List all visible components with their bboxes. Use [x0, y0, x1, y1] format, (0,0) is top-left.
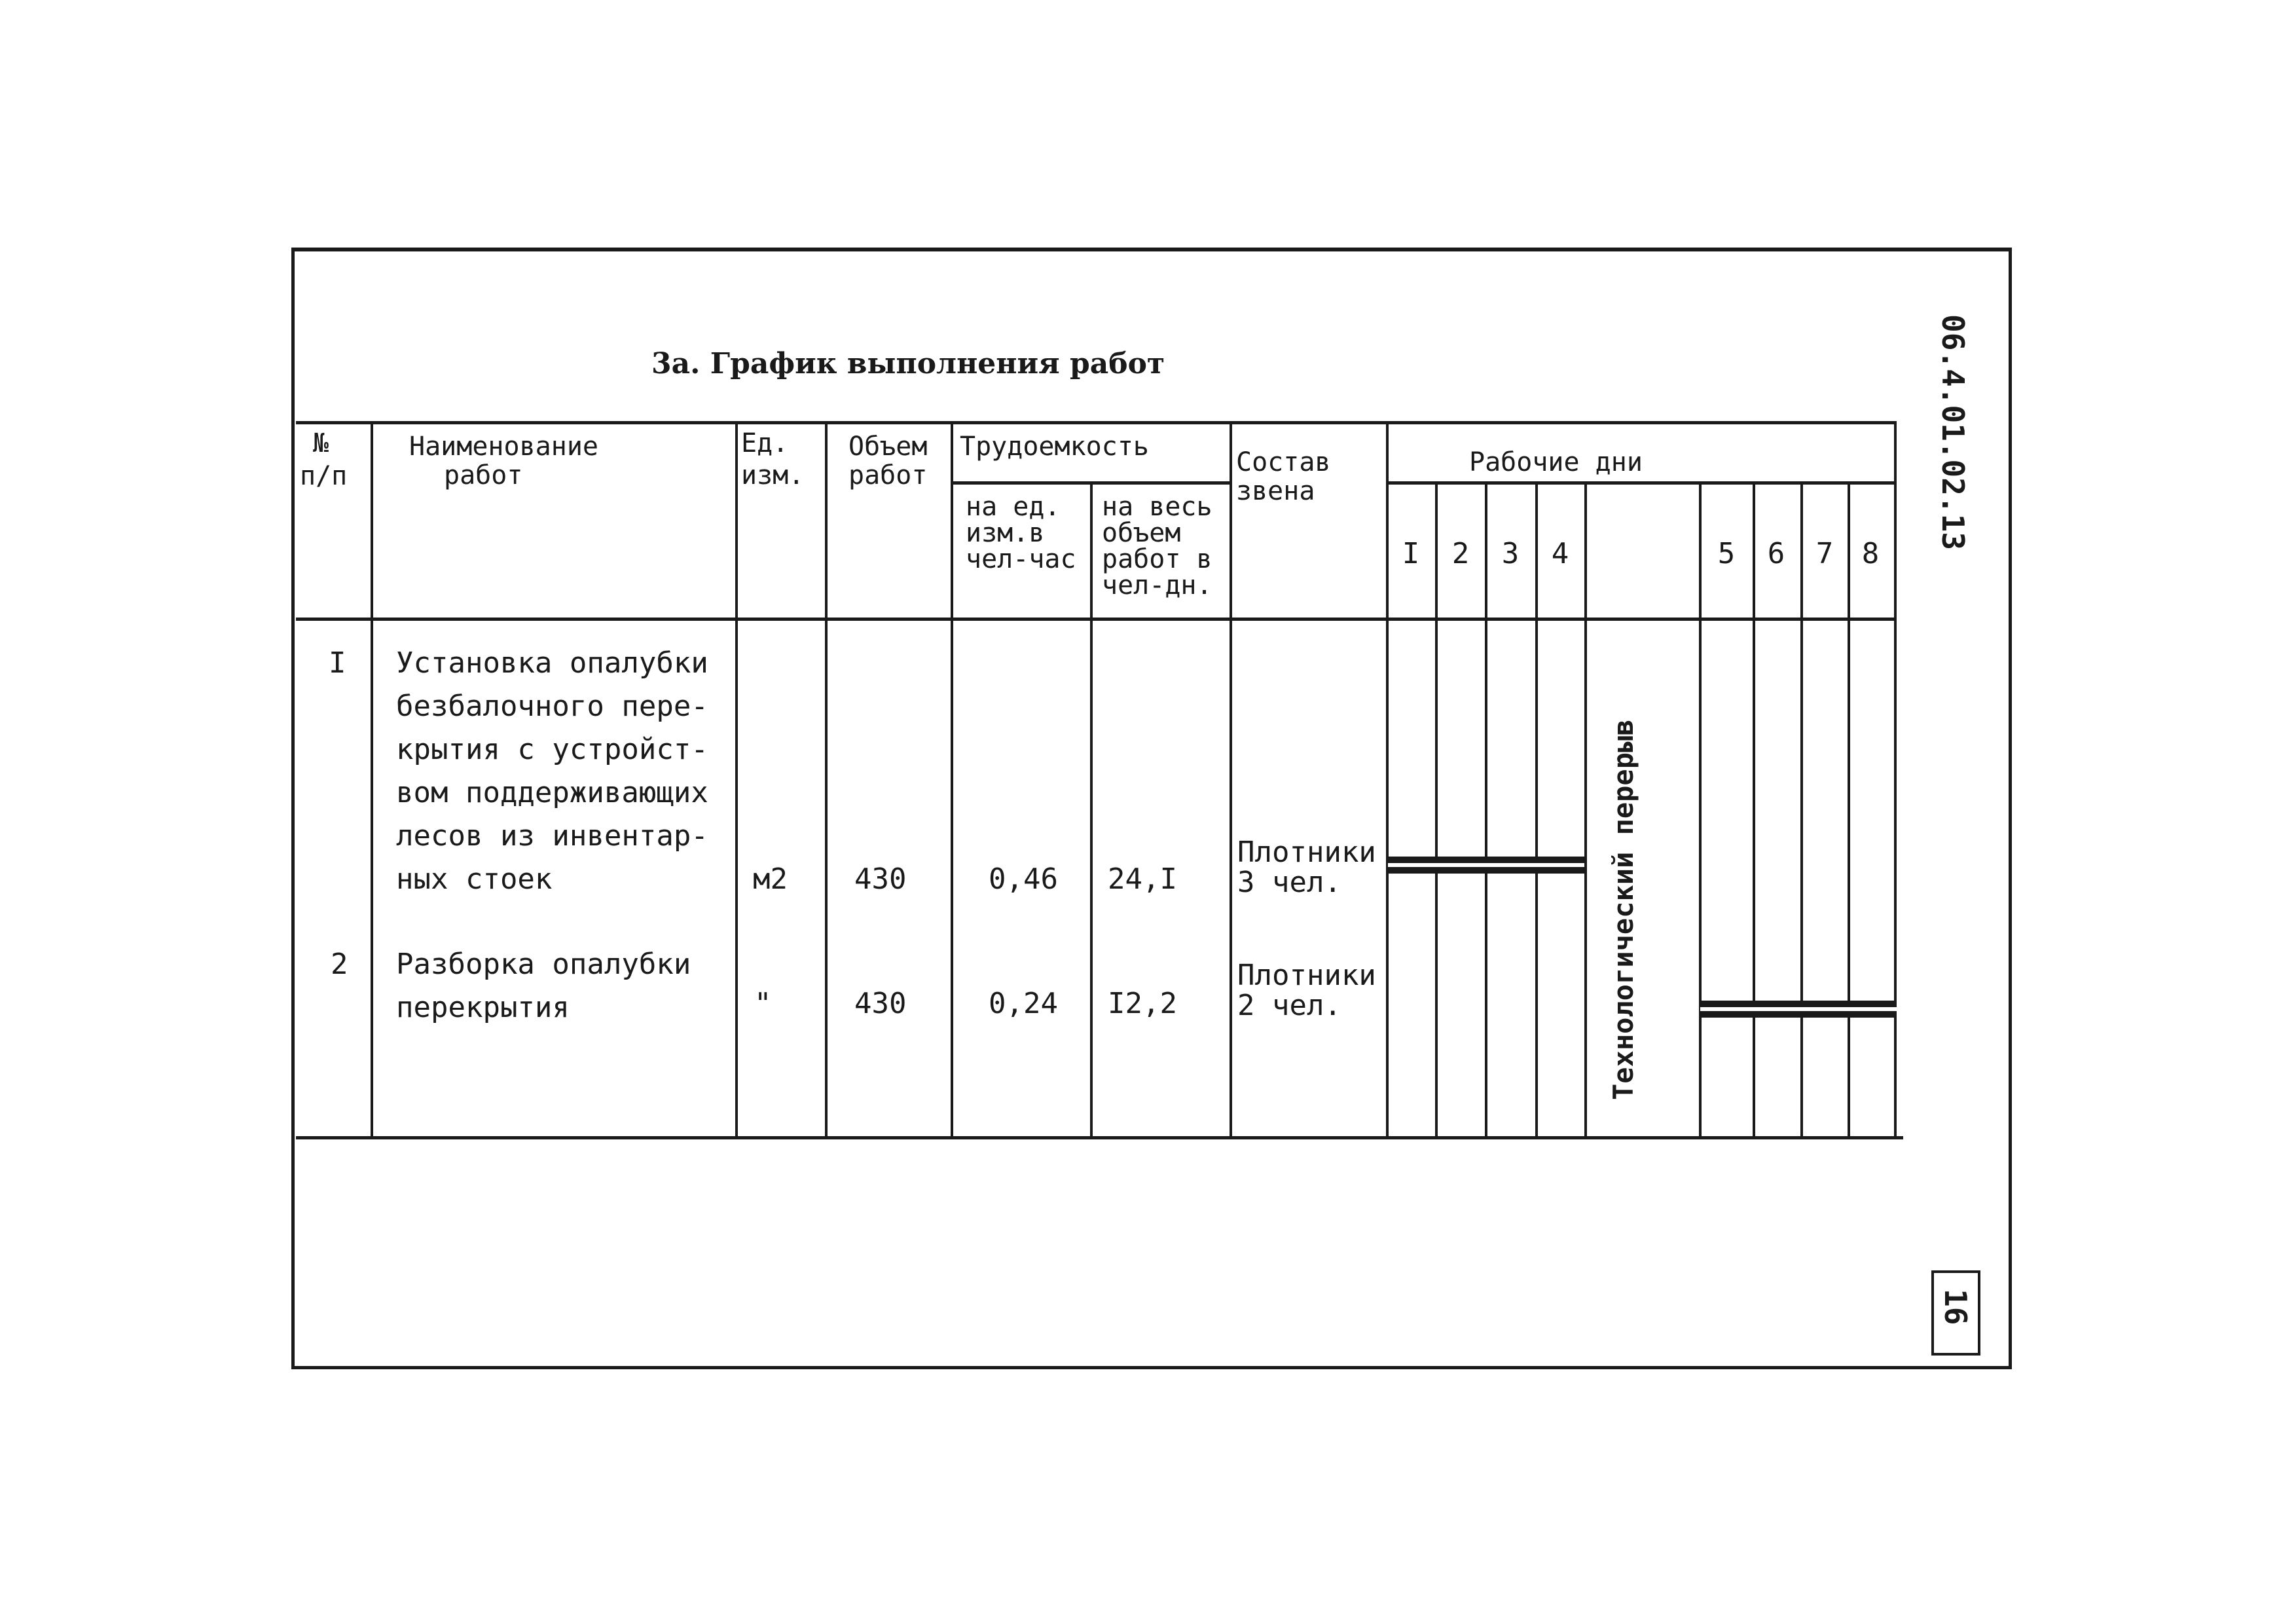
col-line-crew: [1386, 421, 1389, 1139]
table-bottom-line: [296, 1136, 1903, 1139]
header-labor-total-2: объем: [1102, 518, 1181, 548]
header-bottom-line: [296, 618, 1897, 621]
col-line-labor: [1230, 421, 1232, 1139]
header-labor-per-unit-2: изм.в: [966, 518, 1045, 548]
header-num-label: п/п: [300, 461, 348, 491]
gantt-bar-gap: [1700, 1007, 1897, 1011]
row-name-line: Установка опалубки: [396, 646, 708, 680]
header-labor-total-1: на весь: [1102, 492, 1212, 522]
row-number: I: [329, 646, 346, 680]
technological-break-label: Технологический перерыв: [1607, 719, 1639, 1100]
header-name-line1: Наименование: [409, 432, 598, 462]
row-unit: ": [754, 987, 772, 1020]
col-line-unit: [825, 421, 828, 1139]
col-line-labor-split: [1090, 481, 1093, 1139]
page-number: 16: [1938, 1289, 1973, 1325]
day-line-break-end: [1699, 481, 1702, 1139]
workdays-subheader-line: [1386, 481, 1897, 485]
row-crew-line1: Плотники: [1237, 836, 1376, 869]
document-code: 06.4.01.02.13: [1935, 314, 1971, 551]
header-labor: Трудоемкость: [960, 432, 1149, 462]
row-labor-per-unit: 0,46: [989, 862, 1058, 896]
day-number-2: 2: [1451, 537, 1470, 570]
schedule-title: 3а. График выполнения работ: [651, 347, 1165, 380]
day-line-5: [1753, 481, 1755, 1139]
day-line-1: [1435, 481, 1438, 1139]
header-labor-per-unit-1: на ед.: [966, 492, 1061, 522]
day-line-6: [1800, 481, 1803, 1139]
col-line-volume: [951, 421, 953, 1139]
header-unit-line2: изм.: [741, 460, 805, 490]
row-volume: 430: [854, 987, 907, 1020]
header-unit-line1: Ед.: [741, 428, 789, 458]
day-line-2: [1485, 481, 1487, 1139]
gantt-bar-gap: [1388, 863, 1584, 867]
header-num-sign: №: [313, 428, 329, 458]
col-line-num: [371, 421, 373, 1139]
row-name-line: Разборка опалубки: [396, 948, 691, 981]
day-line-4: [1584, 481, 1587, 1139]
row-crew-line1: Плотники: [1237, 959, 1376, 992]
day-line-3: [1535, 481, 1538, 1139]
row-name-line: лесов из инвентар-: [396, 819, 708, 853]
header-workdays: Рабочие дни: [1469, 447, 1643, 477]
header-name-line2: работ: [444, 460, 523, 490]
table-top-line: [296, 421, 1897, 424]
row-name-line: ных стоек: [396, 862, 553, 896]
day-number-5: 5: [1717, 537, 1736, 570]
col-line-name: [735, 421, 738, 1139]
col-line-table-right: [1894, 421, 1897, 1139]
row-name-line: перекрытия: [396, 991, 570, 1024]
day-number-8: 8: [1861, 537, 1880, 570]
row-labor-total: 24,I: [1108, 862, 1177, 896]
day-number-4: 4: [1551, 537, 1569, 570]
header-volume-line2: работ: [848, 460, 928, 490]
day-number-3: 3: [1501, 537, 1520, 570]
row-name-line: крытия с устройст-: [396, 733, 708, 766]
header-labor-per-unit-3: чел-час: [966, 544, 1076, 574]
header-volume-line1: Объем: [848, 432, 928, 462]
day-number-1: I: [1402, 537, 1420, 570]
row-name-line: безбалочного пере-: [396, 690, 708, 723]
header-crew-line2: звена: [1236, 476, 1315, 506]
row-labor-total: I2,2: [1108, 987, 1177, 1020]
row-volume: 430: [854, 862, 907, 896]
day-number-6: 6: [1767, 537, 1785, 570]
header-crew-line1: Состав: [1236, 447, 1331, 477]
row-crew-line2: 3 чел.: [1237, 866, 1341, 899]
row-name-line: вом поддерживающих: [396, 776, 708, 809]
row-number: 2: [331, 948, 348, 981]
row-unit: м2: [753, 862, 788, 896]
header-labor-total-4: чел-дн.: [1102, 570, 1212, 600]
day-line-7: [1848, 481, 1850, 1139]
row-crew-line2: 2 чел.: [1237, 989, 1341, 1022]
day-number-7: 7: [1815, 537, 1834, 570]
header-labor-total-3: работ в: [1102, 544, 1212, 574]
row-labor-per-unit: 0,24: [989, 987, 1058, 1020]
